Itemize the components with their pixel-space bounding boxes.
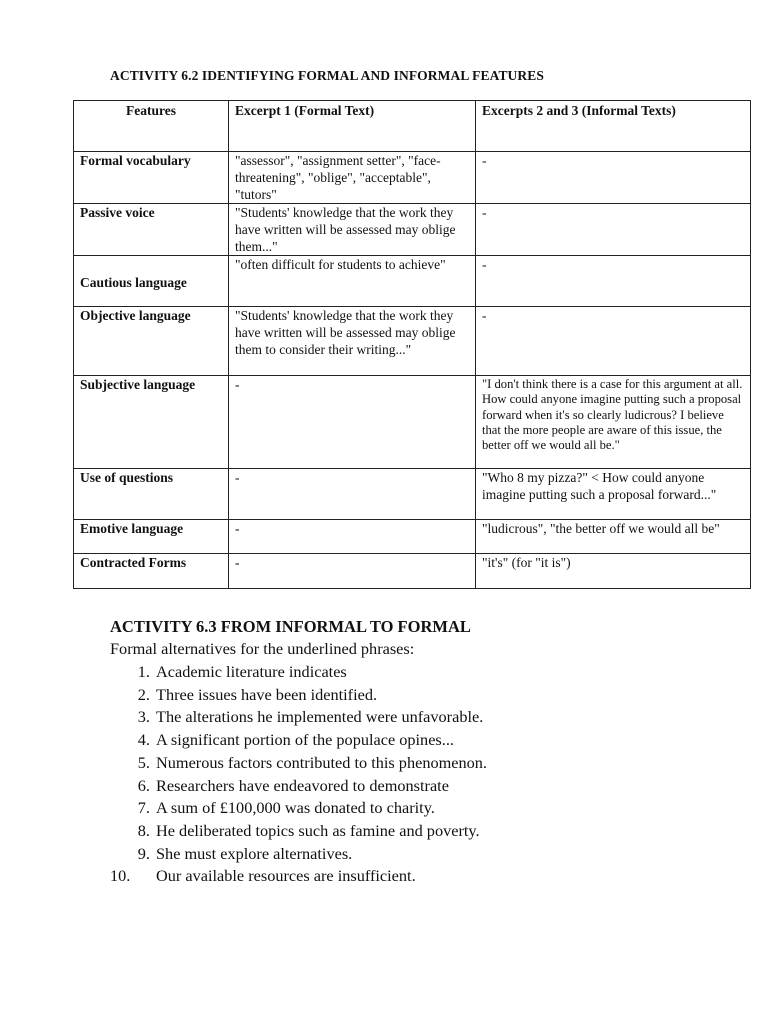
feature-cell: Contracted Forms [74,554,229,589]
table-row [74,554,751,589]
formal-cell: - [229,554,476,589]
list-item [110,865,487,888]
feature-cell: Passive voice [74,204,229,256]
informal-cell: - [476,152,751,204]
table-row [74,307,751,376]
activity-6-3-intro: Formal alternatives for the underlined phrases: [110,639,415,658]
formal-cell: - [229,469,476,520]
formal-cell: - [229,520,476,554]
list-item [110,752,487,775]
list-text: Numerous factors contributed to this phenomenon. [156,752,487,772]
table-row [74,520,751,554]
table-row [74,152,751,204]
feature-cell: Emotive language [74,520,229,554]
informal-cell: "it's" (for "it is") [476,554,751,589]
activity-6-3-title: ACTIVITY 6.3 FROM INFORMAL TO FORMAL [110,617,471,636]
list-number: 7. [137,798,150,818]
list-text: Researchers have endeavored to demonstrate [156,775,449,795]
list-item [110,706,487,729]
list-item [110,684,487,707]
informal-cell: - [476,204,751,256]
list-text: Our available resources are insufficient. [156,866,416,886]
informal-cell: - [476,256,751,307]
list-number: 2. [137,684,150,704]
list-number: 9. [137,843,150,863]
formal-cell: "Students' knowledge that the work they have written will be assessed may oblige them to consider their writing..." [229,307,476,376]
list-number: 1. [137,662,150,681]
table-row [74,469,751,520]
formal-cell: "often difficult for students to achieve" [229,256,476,307]
list-number: 4. [137,730,150,750]
informal-cell: - [476,307,751,376]
list-text: A sum of £100,000 was donated to charity. [156,798,435,818]
feature-cell: Use of questions [74,469,229,520]
list-text: Three issues have been identified. [156,684,378,704]
list-item [110,797,487,820]
list-text: The alterations he implemented were unfavorable. [156,707,484,727]
formal-cell: "assessor", "assignment setter", "face-threatening", "oblige", "acceptable", "tutors" [229,152,476,204]
table-row [74,376,751,469]
formal-cell: - [229,376,476,469]
list-item [110,820,487,843]
header-excerpts-2-3: Excerpts 2 and 3 (Informal Texts) [476,101,751,152]
list-text: He deliberated topics such as famine and poverty. [156,820,480,840]
list-item [110,729,487,752]
list-number: 3. [137,707,150,727]
header-excerpt-1: Excerpt 1 (Formal Text) [229,101,476,152]
feature-cell: Subjective language [74,376,229,469]
list-text: Academic literature indicates [156,662,347,681]
table-row [74,256,751,307]
list-text: She must explore alternatives. [156,843,353,863]
informal-cell: "I don't think there is a case for this argument at all. How could anyone imagine putting such a proposal forward when it's so clearly ludicrous? I believe that the more people are aware of this issue, the better off we would all be." [476,376,751,469]
formal-cell: "Students' knowledge that the work they have written will be assessed may oblige them..." [229,204,476,256]
activity-6-2-title: ACTIVITY 6.2 IDENTIFYING FORMAL AND INFORMAL FEATURES [110,68,544,83]
features-table [73,100,751,589]
table-header-row [74,101,751,152]
feature-cell: Objective language [74,307,229,376]
list-number: 8. [137,820,150,840]
list-number: 10. [110,866,131,886]
feature-cell: Cautious language [74,256,229,307]
header-features: Features [74,101,229,152]
informal-cell: "Who 8 my pizza?" < How could anyone imagine putting such a proposal forward..." [476,469,751,520]
list-number: 5. [137,752,150,772]
list-number: 6. [137,775,150,795]
formal-alternatives-list [110,661,487,888]
informal-cell: "ludicrous", "the better off we would all be" [476,520,751,554]
list-item [110,843,487,866]
list-item [110,775,487,798]
list-item [110,661,487,684]
list-text: A significant portion of the populace opines... [156,730,454,750]
table-row [74,204,751,256]
feature-cell: Formal vocabulary [74,152,229,204]
